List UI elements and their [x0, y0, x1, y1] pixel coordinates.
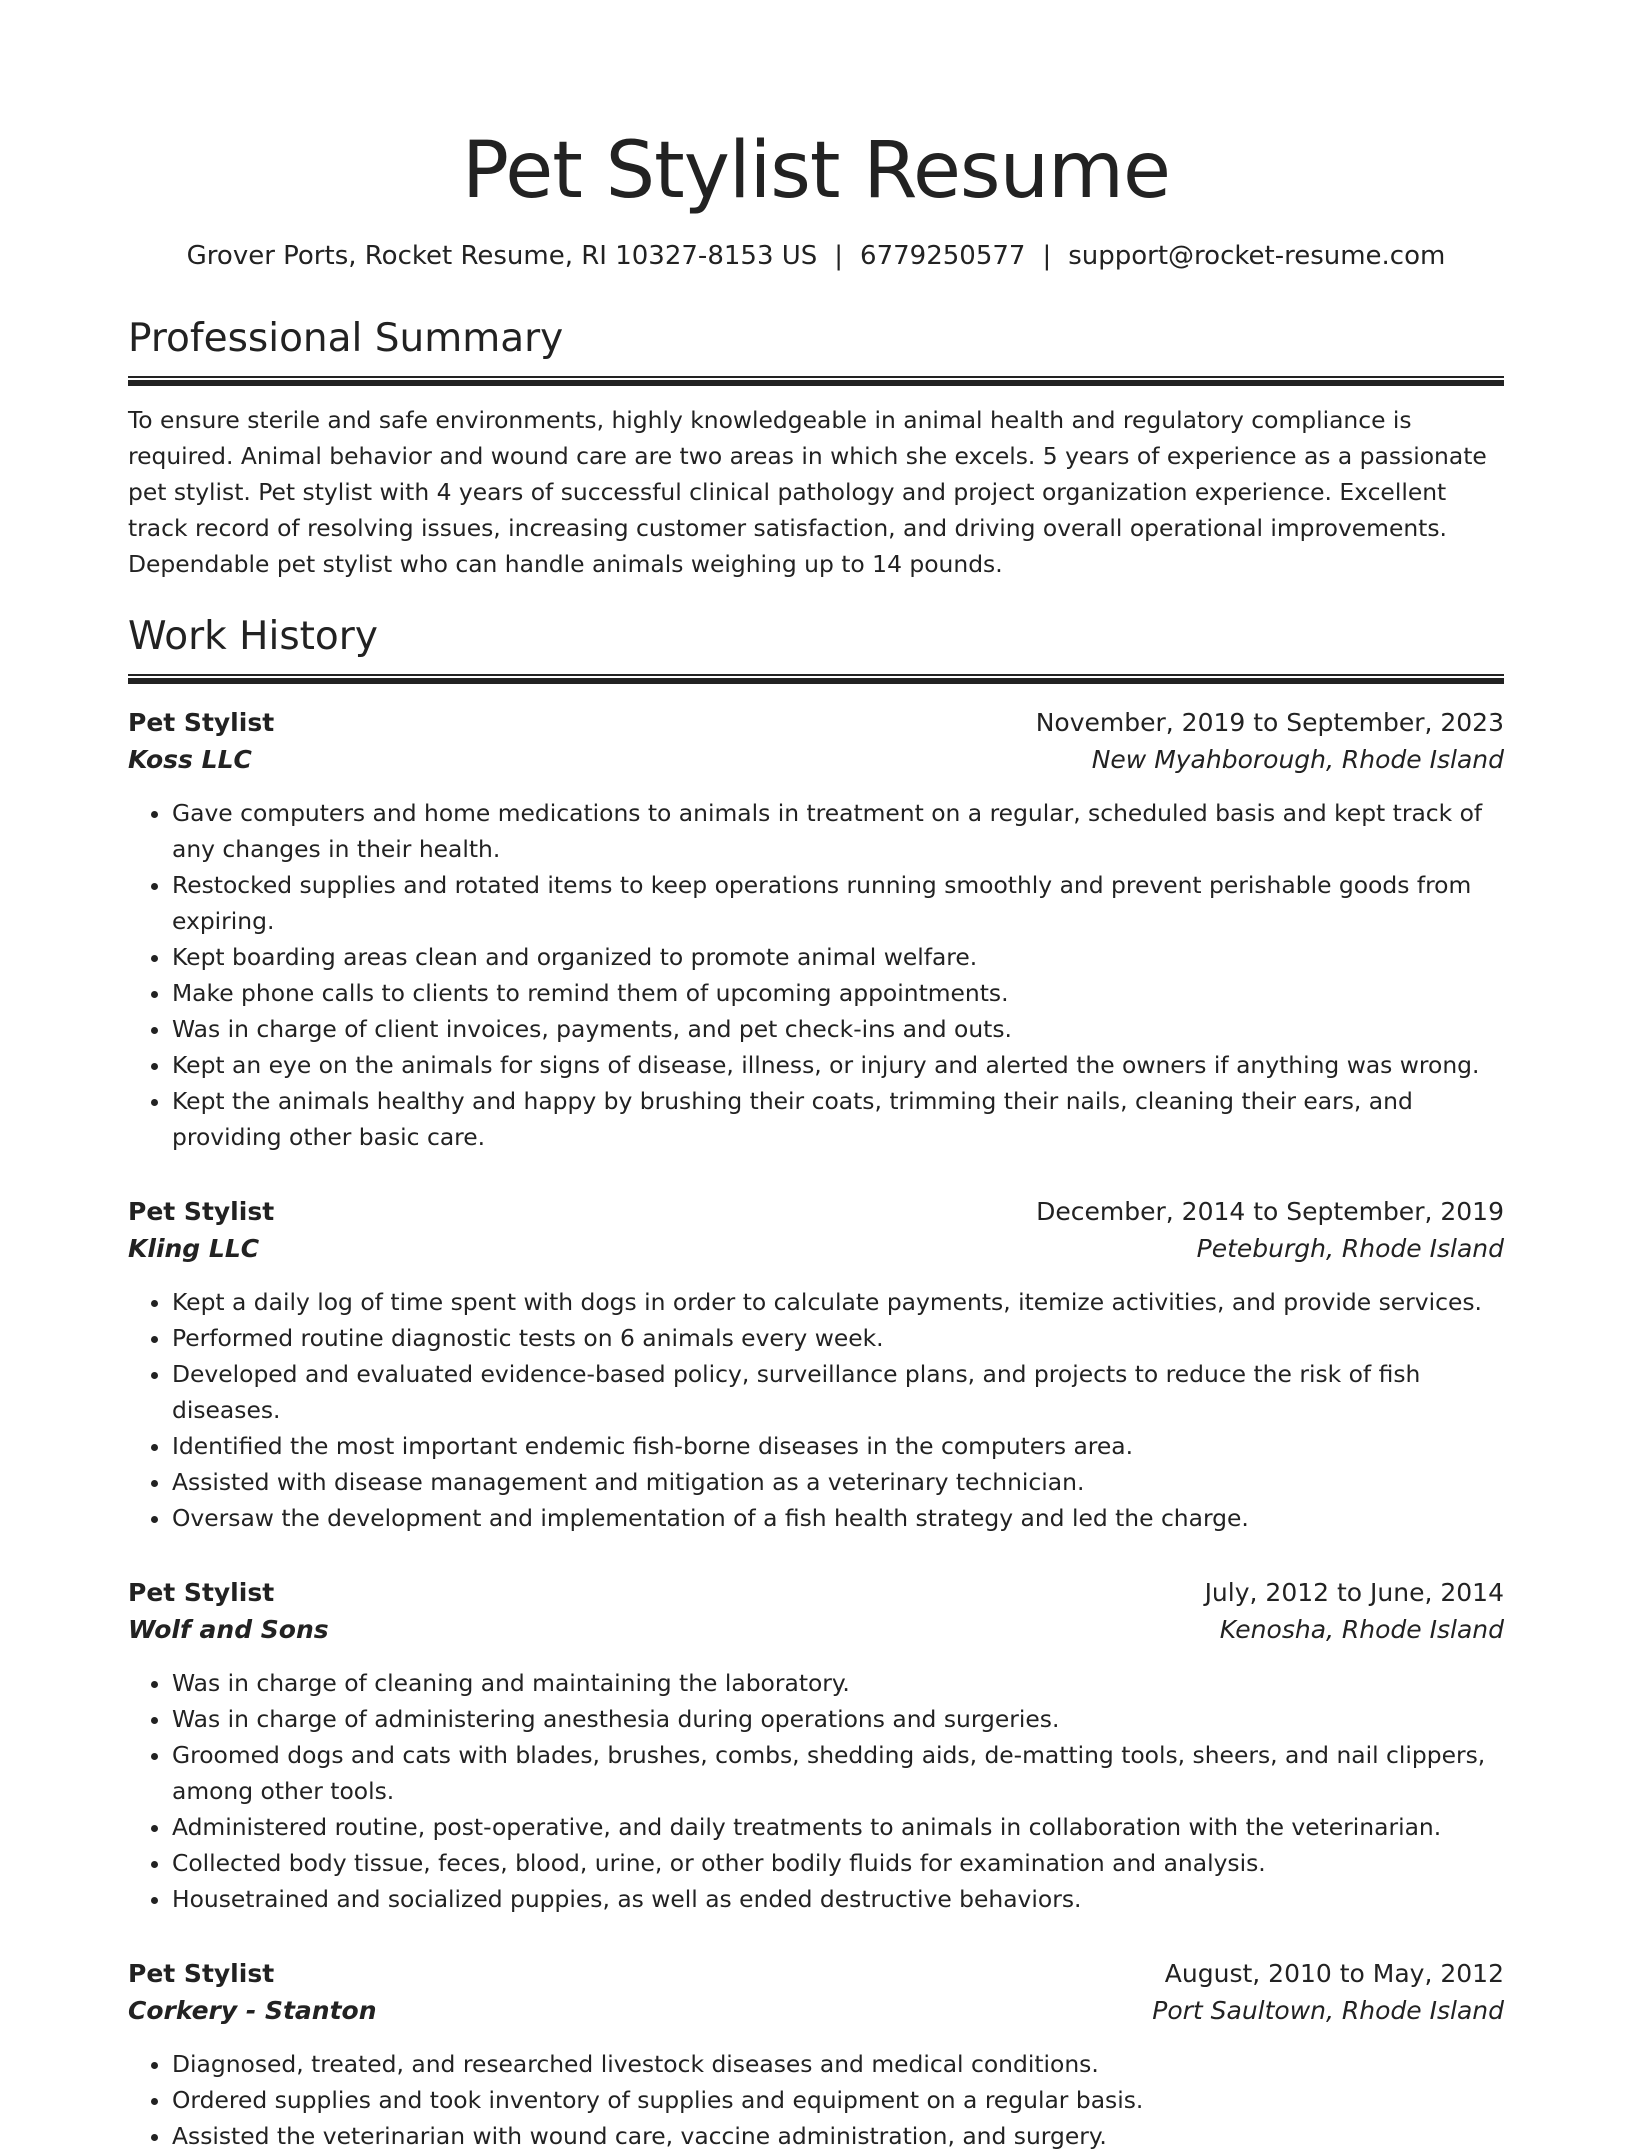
job-entry [128, 1574, 1504, 1917]
bullet-item: • Ordered supplies and took inventory of supplies and equipment on a regular basis. [172, 2082, 1504, 2118]
bullet-item: • Housetrained and socialized puppies, as well as ended destructive behaviors. [172, 1881, 1504, 1917]
bullet-item: • Gave computers and home medications to animals in treatment on a regular, scheduled basis and kept track of any changes in their health. [172, 795, 1504, 867]
job-bullets [128, 1665, 1504, 1917]
bullet-item: • Assisted the veterinarian with wound care, vaccine administration, and surgery. [172, 2118, 1504, 2154]
job-location: Peteburgh, Rhode Island [1196, 1234, 1504, 1263]
work-history-heading: Work History [128, 614, 378, 659]
bullet-item: • Kept the animals healthy and happy by brushing their coats, trimming their nails, cleaning their ears, and providing other basic care. [172, 1083, 1504, 1155]
summary-text: To ensure sterile and safe environments, highly knowledgeable in animal health and regulatory compliance is required. Animal behavior and wound care are two areas in which she excels. 5 years of experience as a passionate pet stylist. Pet stylist with 4 years of successful clinical pathology and project organization experience. Excellent track record of resolving issues, increasing customer satisfaction, and driving overall operational improvements. Dependable pet stylist who can handle animals weighing up to 14 pounds. [128, 406, 1487, 578]
contact-address: Grover Ports, Rocket Resume, RI 10327-8153 US [186, 241, 818, 271]
bullet-item: • Oversaw the development and implementation of a fish health strategy and led the charge. [172, 1500, 1504, 1536]
resume-title: Pet Stylist Resume [462, 126, 1170, 216]
bullet-item: • Assisted with disease management and mitigation as a veterinary technician. [172, 1464, 1504, 1500]
job-location: Kenosha, Rhode Island [1219, 1615, 1504, 1644]
contact-phone: 6779250577 [860, 241, 1026, 271]
work-history-section [128, 612, 1504, 2154]
job-company: Corkery - Stanton [128, 1996, 377, 2025]
bullet-item: • Kept an eye on the animals for signs of disease, illness, or injury and alerted the owners if anything was wrong. [172, 1047, 1504, 1083]
job-title: Pet Stylist [128, 1197, 275, 1226]
bullet-item: • Identified the most important endemic fish-borne diseases in the computers area. [172, 1428, 1504, 1464]
professional-summary-section [128, 314, 1504, 582]
contact-separator: | [1042, 241, 1052, 271]
job-title: Pet Stylist [128, 1578, 275, 1607]
contact-separator: | [834, 241, 844, 271]
job-dates: August, 2010 to May, 2012 [1164, 1959, 1504, 1988]
job-company: Koss LLC [128, 745, 252, 774]
job-entry [128, 1193, 1504, 1536]
bullet-item: • Kept boarding areas clean and organized to promote animal welfare. [172, 939, 1504, 975]
bullet-item: • Developed and evaluated evidence-based policy, surveillance plans, and projects to reduce the risk of fish diseases. [172, 1356, 1504, 1428]
job-title: Pet Stylist [128, 708, 275, 737]
job-entry [128, 1955, 1504, 2154]
job-title: Pet Stylist [128, 1959, 275, 1988]
job-dates: December, 2014 to September, 2019 [1036, 1197, 1504, 1226]
job-bullets [128, 795, 1504, 1155]
section-divider [128, 674, 1504, 684]
bullet-item: • Groomed dogs and cats with blades, brushes, combs, shedding aids, de-matting tools, sheers, and nail clippers, among other tools. [172, 1737, 1504, 1809]
job-entry [128, 704, 1504, 1155]
job-company: Kling LLC [128, 1234, 260, 1263]
section-divider [128, 376, 1504, 386]
job-dates: July, 2012 to June, 2014 [1204, 1578, 1504, 1607]
bullet-item: • Administered routine, post-operative, and daily treatments to animals in collaboration with the veterinarian. [172, 1809, 1504, 1845]
bullet-item: • Diagnosed, treated, and researched livestock diseases and medical conditions. [172, 2046, 1504, 2082]
contact-line [128, 239, 1504, 273]
bullet-item: • Collected body tissue, feces, blood, urine, or other bodily fluids for examination and analysis. [172, 1845, 1504, 1881]
bullet-item: • Make phone calls to clients to remind them of upcoming appointments. [172, 975, 1504, 1011]
job-bullets [128, 1284, 1504, 1536]
bullet-item: • Performed routine diagnostic tests on 6 animals every week. [172, 1320, 1504, 1356]
job-dates: November, 2019 to September, 2023 [1035, 708, 1504, 737]
professional-summary-heading: Professional Summary [128, 316, 564, 361]
contact-email: support@rocket-resume.com [1068, 241, 1446, 271]
bullet-item: • Restocked supplies and rotated items to keep operations running smoothly and prevent perishable goods from expiring. [172, 867, 1504, 939]
job-company: Wolf and Sons [128, 1615, 329, 1644]
resume-page [128, 0, 1504, 2150]
job-location: Port Saultown, Rhode Island [1152, 1996, 1504, 2025]
bullet-item: • Was in charge of client invoices, payments, and pet check-ins and outs. [172, 1011, 1504, 1047]
bullet-item: • Kept a daily log of time spent with dogs in order to calculate payments, itemize activities, and provide services. [172, 1284, 1504, 1320]
job-location: New Myahborough, Rhode Island [1091, 745, 1504, 774]
bullet-item: • Was in charge of cleaning and maintaining the laboratory. [172, 1665, 1504, 1701]
bullet-item: • Was in charge of administering anesthesia during operations and surgeries. [172, 1701, 1504, 1737]
job-bullets [128, 2046, 1504, 2154]
